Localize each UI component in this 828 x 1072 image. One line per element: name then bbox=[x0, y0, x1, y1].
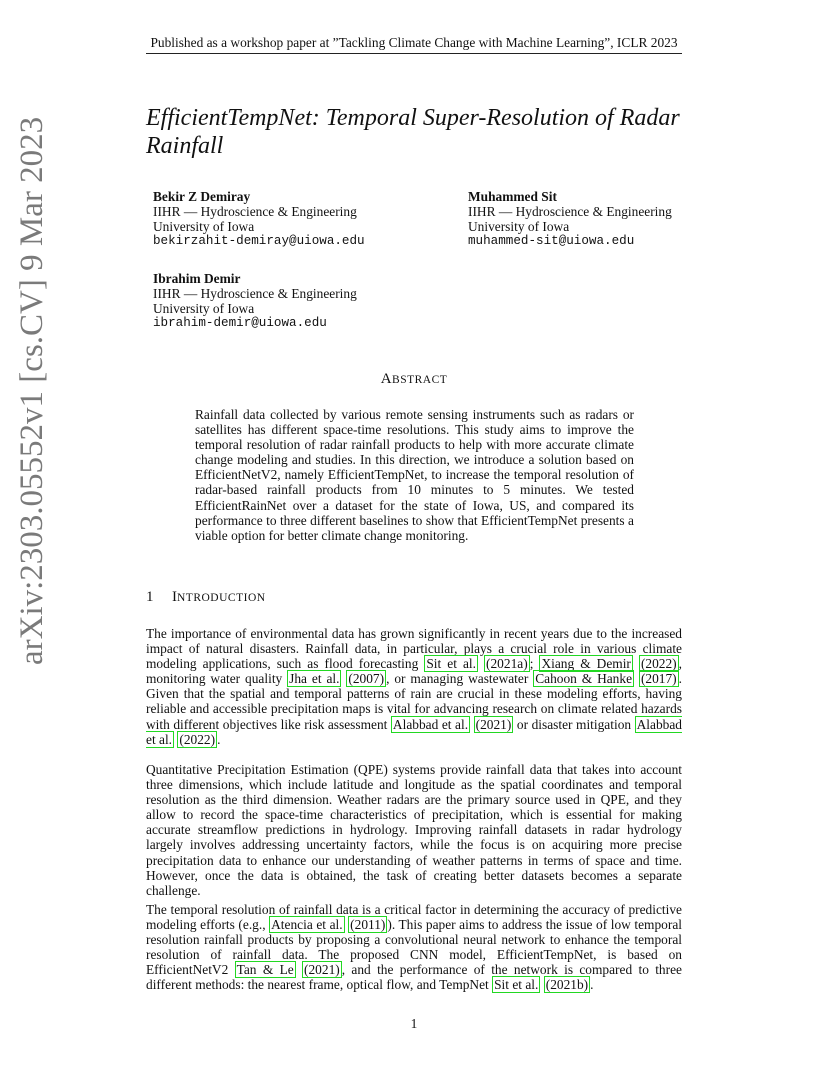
section-title-initial: I bbox=[172, 589, 177, 605]
section-heading bbox=[146, 588, 266, 607]
author-block bbox=[153, 271, 357, 331]
body-text: . bbox=[217, 731, 221, 747]
body-text: . Given that the spatial and temporal patterns of rain are crucial in these modeling efforts, having reliable and accessible precipitation maps is vital for advancing research on climate related hazards with different objectives like risk assessment bbox=[146, 671, 682, 732]
abstract-text: Rainfall data collected by various remote sensing instruments such as radars or satellites has different space-time resolutions. This study aims to improve the temporal resolution of radar rainfall products to help with more accurate climate change modeling and studies. In this direction, we introduce a solution based on EfficientNetV2, namely EfficientTempNet, to increase the temporal resolution of radar-based rainfall products from 10 minutes to 5 minutes. We tested EfficientRainNet over a dataset for the state of Iowa, US, and compared its performance to three different baselines to show that EfficientTempNet presents a viable option for better climate change monitoring. bbox=[195, 407, 634, 543]
citation-link[interactable]: (2017) bbox=[640, 671, 677, 687]
abstract-heading bbox=[146, 370, 682, 389]
citation-link[interactable]: Alabbad et al. bbox=[392, 716, 469, 732]
paragraph-intro-3 bbox=[146, 902, 682, 993]
paper-title: EfficientTempNet: Temporal Super-Resolution of Radar Rainfall bbox=[146, 105, 680, 159]
author-name: Ibrahim Demir bbox=[153, 271, 241, 286]
body-text: , or managing wastewater bbox=[386, 671, 534, 687]
abstract-heading-initial: A bbox=[380, 371, 393, 387]
author-affiliation: IIHR — Hydroscience & Engineering bbox=[153, 286, 357, 301]
paragraph-intro-1 bbox=[146, 626, 682, 747]
body-text: , and the performance of the network is compared to three different methods: the nearest frame, optical flow, and TempNet bbox=[146, 962, 682, 993]
section-title-rest: NTRODUCTION bbox=[177, 592, 266, 604]
author-university: University of Iowa bbox=[468, 219, 570, 234]
author-email[interactable]: bekirzahit-demiray@uiowa.edu bbox=[153, 234, 365, 248]
citation-link[interactable]: Xiang & Demir bbox=[541, 656, 631, 672]
citation-link[interactable]: Alabbad et al. bbox=[146, 716, 683, 747]
author-block bbox=[153, 189, 365, 249]
citation-link[interactable]: Sit et al. bbox=[494, 977, 539, 993]
citation-link[interactable]: (2021) bbox=[475, 716, 512, 732]
author-university: University of Iowa bbox=[153, 301, 255, 316]
body-text: ). This paper aims to address the issue of low temporal resolution rainfall products by proposing a convolutional neural network to enhance the temporal resolution of rainfall data. The proposed CNN model, EfficientTempNet, is based on EfficientNetV2 bbox=[146, 917, 682, 978]
citation-link[interactable]: Tan & Le bbox=[236, 962, 294, 978]
citation-link[interactable]: (2021a) bbox=[486, 656, 528, 672]
citation-link[interactable]: Atencia et al. bbox=[271, 917, 343, 933]
citation-link[interactable]: (2021) bbox=[304, 962, 340, 978]
citation-link[interactable]: (2011) bbox=[350, 917, 386, 933]
citation-link[interactable]: Jha et al. bbox=[289, 671, 340, 687]
author-name: Muhammed Sit bbox=[468, 189, 557, 204]
body-text: The importance of environmental data has grown significantly in recent years due to the increased impact of natural disasters. Rainfall data, in particular, plays a crucial role in various climate modeling applications, such as flood forecasting bbox=[146, 626, 682, 672]
header-rule bbox=[146, 53, 682, 54]
running-header: Published as a workshop paper at ”Tackling Climate Change with Machine Learning”, ICLR 2023 bbox=[150, 35, 678, 50]
body-text: ; bbox=[529, 656, 540, 672]
author-name: Bekir Z Demiray bbox=[153, 189, 251, 204]
body-text: The temporal resolution of rainfall data is a critical factor in determining the accuracy of predictive modeling efforts (e.g., bbox=[146, 902, 682, 933]
body-text: , monitoring water quality bbox=[146, 656, 682, 687]
citation-link[interactable]: (2021b) bbox=[545, 977, 589, 993]
citation-link[interactable]: (2022) bbox=[640, 656, 677, 672]
body-text: . bbox=[590, 977, 594, 993]
section-number: 1 bbox=[146, 589, 154, 605]
citation-link[interactable]: Sit et al. bbox=[426, 656, 476, 672]
author-university: University of Iowa bbox=[153, 219, 255, 234]
author-email[interactable]: ibrahim-demir@uiowa.edu bbox=[153, 316, 327, 330]
body-text: or disaster mitigation bbox=[513, 716, 635, 732]
abstract-heading-rest: BSTRACT bbox=[392, 374, 448, 386]
author-affiliation: IIHR — Hydroscience & Engineering bbox=[153, 204, 357, 219]
citation-link[interactable]: Cahoon & Hanke bbox=[535, 671, 633, 687]
author-block bbox=[468, 189, 672, 249]
page-number: 1 bbox=[410, 1016, 418, 1031]
citation-link[interactable]: (2022) bbox=[179, 731, 216, 747]
author-email[interactable]: muhammed-sit@uiowa.edu bbox=[468, 234, 635, 248]
citation-link[interactable]: (2007) bbox=[348, 671, 385, 687]
author-affiliation: IIHR — Hydroscience & Engineering bbox=[468, 204, 672, 219]
arxiv-stamp: arXiv:2303.05552v1 [cs.CV] 9 Mar 2023 bbox=[14, 116, 50, 665]
paragraph-intro-2: Quantitative Precipitation Estimation (QPE) systems provide rainfall data that takes into account three dimensions, which include latitude and longitude as the spatial coordinates and temporal resolution as the third dimension. Weather radars are the primary source used in QPE, and they allow to record the space-time characteristics of precipitation, which is essential for making accurate streamflow predictions in hydrology. Improving rainfall datasets in radar hydrology largely involves addressing uncertainty factors, while the focus is on acquiring more precise precipitation data to enhance our understanding of weather patterns in terms of space and time. However, once the data is obtained, the task of creating better datasets becomes a separate challenge. bbox=[146, 762, 682, 898]
